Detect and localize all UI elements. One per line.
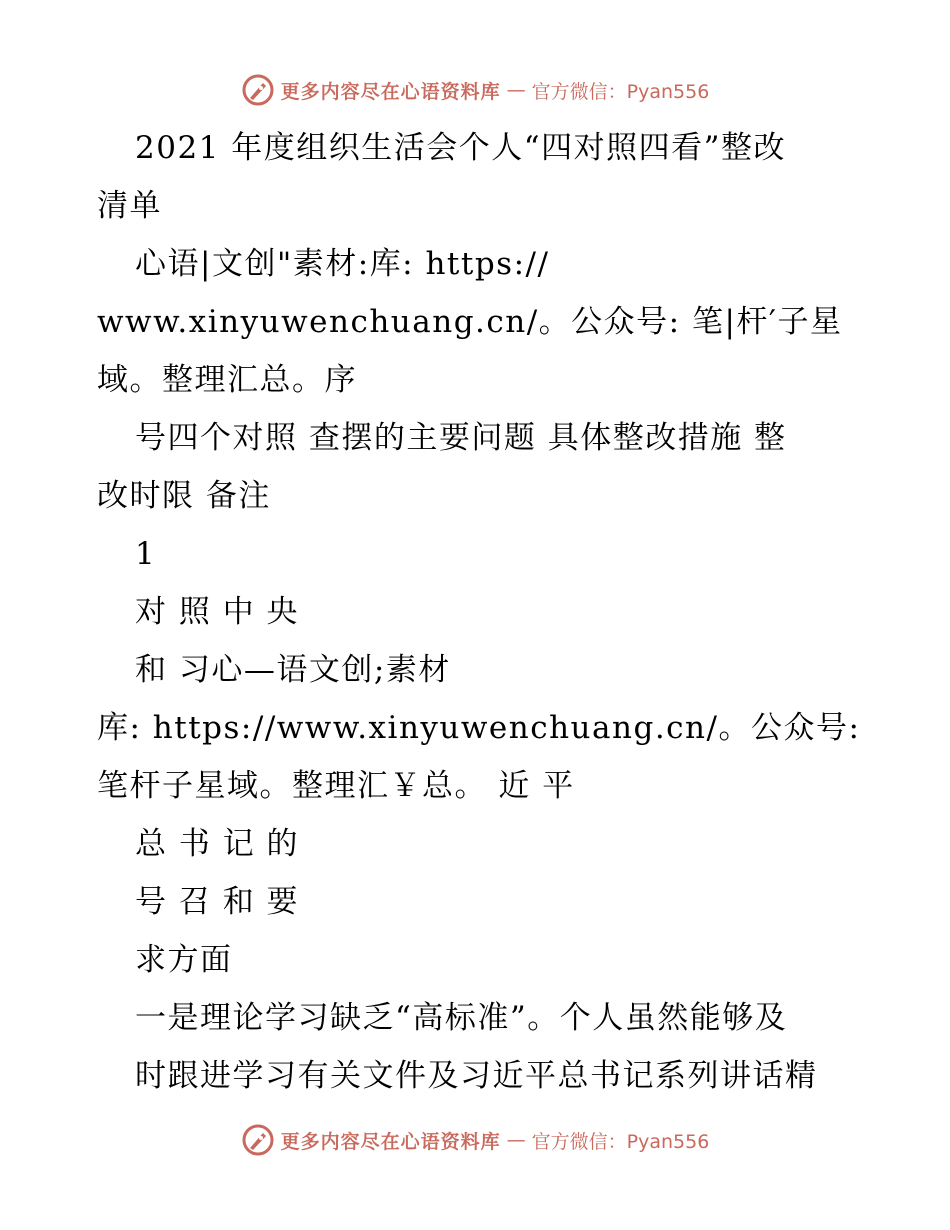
watermark-contact: 官方微信：Pyan556 (531, 80, 710, 103)
text-line: 域。整理汇总。序 (97, 362, 357, 398)
pen-logo-icon (241, 1123, 275, 1157)
text-line: 改时限 备注 (97, 478, 271, 514)
text-line: 时跟进学习有关文件及习近平总书记系列讲话精 (135, 1058, 818, 1094)
text-line: 清单 (97, 188, 162, 224)
text-line: 对 照 中 央 (135, 594, 300, 630)
text-line: 一是理论学习缺乏“高标准”。个人虽然能够及 (135, 1000, 788, 1036)
footer-watermark (0, 1120, 950, 1160)
text-line: 号四个对照 查摆的主要问题 具体整改措施 整 (135, 420, 787, 456)
watermark-contact: 官方微信：Pyan556 (531, 1130, 710, 1153)
text-line: 库: https://www.xinyuwenchuang.cn/。公众号: (97, 710, 861, 746)
text-line: 和 习心—语文创;素材 (135, 652, 451, 688)
text-line: www.xinyuwenchuang.cn/。公众号: 笔|杆′子星 (97, 304, 843, 340)
watermark-text: 更多内容尽在心语资料库 (280, 1130, 501, 1153)
text-line: 求方面 (135, 942, 233, 978)
pen-logo-icon (241, 73, 275, 107)
text-line: 总 书 记 的 (135, 826, 300, 862)
watermark-text: 更多内容尽在心语资料库 (280, 80, 501, 103)
watermark-separator: — (506, 1129, 526, 1151)
header-watermark (0, 70, 950, 110)
text-line: 2021 年度组织生活会个人“四对照四看”整改 (135, 130, 786, 166)
text-line: 1 (135, 536, 157, 572)
watermark-separator: — (506, 79, 526, 101)
text-line: 笔杆子星域。整理汇￥总。 近 平 (97, 768, 575, 804)
text-line: 心语|文创"素材:库: https:// (135, 246, 550, 282)
text-line: 号 召 和 要 (135, 884, 300, 920)
